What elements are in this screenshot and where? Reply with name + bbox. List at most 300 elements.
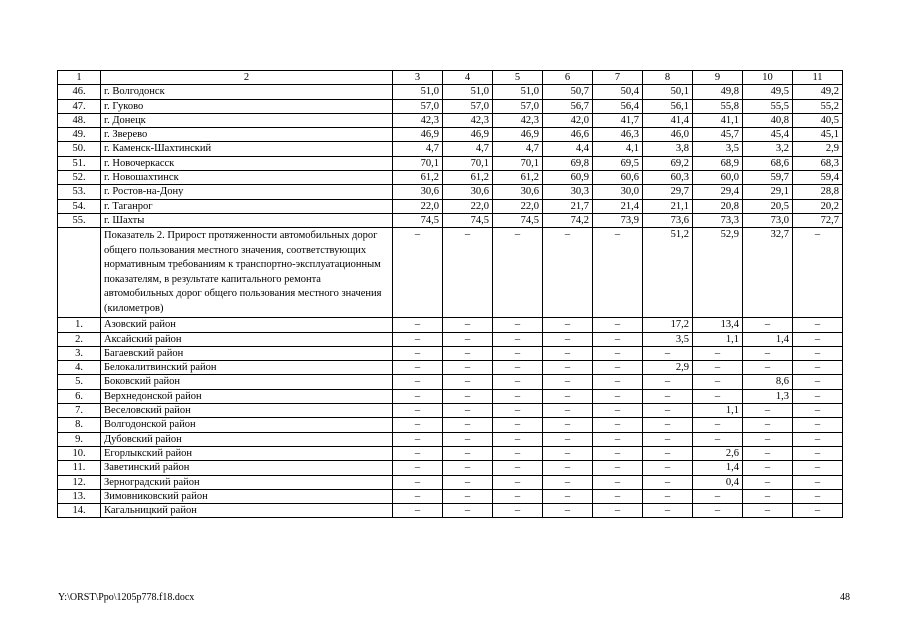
- table-row: [58, 199, 843, 213]
- value-cell: –: [393, 432, 443, 446]
- value-cell: –: [643, 389, 693, 403]
- table-row: [58, 418, 843, 432]
- value-cell: –: [493, 389, 543, 403]
- row-name: г. Каменск-Шахтинский: [101, 142, 393, 156]
- row-name: Заветинский район: [101, 461, 393, 475]
- value-cell: –: [393, 475, 443, 489]
- row-number: 14.: [58, 504, 101, 518]
- value-cell: 20,5: [743, 199, 793, 213]
- table-row: [58, 99, 843, 113]
- value-cell: –: [593, 389, 643, 403]
- value-cell: 3,2: [743, 142, 793, 156]
- value-cell: 22,0: [393, 199, 443, 213]
- value-cell: –: [543, 489, 593, 503]
- value-cell: 70,1: [393, 156, 443, 170]
- value-cell: –: [543, 332, 593, 346]
- value-cell: 20,2: [793, 199, 843, 213]
- value-cell: 30,6: [493, 185, 543, 199]
- row-name: Аксайский район: [101, 332, 393, 346]
- value-cell: 51,0: [393, 85, 443, 99]
- value-cell: 2,9: [793, 142, 843, 156]
- value-cell: –: [443, 461, 493, 475]
- value-cell: –: [743, 404, 793, 418]
- row-number: 53.: [58, 185, 101, 199]
- column-header: 4: [443, 71, 493, 85]
- row-name: г. Донецк: [101, 113, 393, 127]
- value-cell: –: [543, 418, 593, 432]
- row-name: Азовский район: [101, 318, 393, 332]
- row-name: Волгодонской район: [101, 418, 393, 432]
- value-cell: –: [793, 475, 843, 489]
- value-cell: 22,0: [493, 199, 543, 213]
- row-name: г. Таганрог: [101, 199, 393, 213]
- value-cell: –: [693, 418, 743, 432]
- value-cell: 68,9: [693, 156, 743, 170]
- value-cell: –: [793, 404, 843, 418]
- table-row: [58, 185, 843, 199]
- value-cell: 69,5: [593, 156, 643, 170]
- value-cell: 61,2: [443, 171, 493, 185]
- value-cell: –: [443, 404, 493, 418]
- value-cell: –: [443, 418, 493, 432]
- table-row: [58, 404, 843, 418]
- value-cell: –: [543, 446, 593, 460]
- value-cell: –: [393, 228, 443, 318]
- value-cell: –: [493, 346, 543, 360]
- value-cell: –: [393, 346, 443, 360]
- column-header: 8: [643, 71, 693, 85]
- value-cell: 29,4: [693, 185, 743, 199]
- value-cell: 49,8: [693, 85, 743, 99]
- row-name: г. Гуково: [101, 99, 393, 113]
- value-cell: –: [743, 418, 793, 432]
- row-number: 55.: [58, 213, 101, 227]
- row-name: Боковский район: [101, 375, 393, 389]
- value-cell: –: [443, 504, 493, 518]
- table-row: [58, 332, 843, 346]
- value-cell: –: [743, 361, 793, 375]
- value-cell: –: [393, 489, 443, 503]
- value-cell: 46,9: [443, 128, 493, 142]
- table-row: [58, 446, 843, 460]
- value-cell: –: [743, 475, 793, 489]
- value-cell: –: [543, 318, 593, 332]
- value-cell: –: [543, 475, 593, 489]
- value-cell: –: [543, 461, 593, 475]
- value-cell: –: [793, 432, 843, 446]
- value-cell: 57,0: [393, 99, 443, 113]
- value-cell: –: [743, 489, 793, 503]
- row-number: [58, 228, 101, 318]
- value-cell: 4,4: [543, 142, 593, 156]
- value-cell: 51,0: [443, 85, 493, 99]
- value-cell: –: [493, 461, 543, 475]
- value-cell: –: [793, 361, 843, 375]
- value-cell: –: [443, 489, 493, 503]
- value-cell: –: [493, 228, 543, 318]
- value-cell: 3,5: [643, 332, 693, 346]
- value-cell: 74,2: [543, 213, 593, 227]
- value-cell: –: [643, 461, 693, 475]
- value-cell: 68,6: [743, 156, 793, 170]
- value-cell: –: [593, 432, 643, 446]
- table-row: [58, 128, 843, 142]
- row-name: Багаевский район: [101, 346, 393, 360]
- value-cell: 21,4: [593, 199, 643, 213]
- table-row: [58, 361, 843, 375]
- row-number: 10.: [58, 446, 101, 460]
- value-cell: 30,6: [443, 185, 493, 199]
- value-cell: –: [593, 418, 643, 432]
- value-cell: –: [493, 418, 543, 432]
- value-cell: 57,0: [443, 99, 493, 113]
- value-cell: –: [693, 375, 743, 389]
- value-cell: –: [643, 418, 693, 432]
- value-cell: 30,3: [543, 185, 593, 199]
- value-cell: –: [543, 228, 593, 318]
- value-cell: 8,6: [743, 375, 793, 389]
- value-cell: 69,2: [643, 156, 693, 170]
- indicator-title: Показатель 2. Прирост протяженности автомобильных дорог общего пользования местного значения, соответствующих нормативным требованиям к транспортно-эксплуатационным показателям, в результате капитального ремонта автомобильных дорог общего пользования местного значения (километров): [101, 228, 393, 318]
- value-cell: 52,9: [693, 228, 743, 318]
- value-cell: –: [743, 504, 793, 518]
- value-cell: 51,2: [643, 228, 693, 318]
- value-cell: –: [643, 346, 693, 360]
- value-cell: 56,4: [593, 99, 643, 113]
- value-cell: –: [443, 318, 493, 332]
- value-cell: –: [793, 418, 843, 432]
- row-number: 11.: [58, 461, 101, 475]
- value-cell: 56,1: [643, 99, 693, 113]
- row-number: 54.: [58, 199, 101, 213]
- value-cell: –: [693, 389, 743, 403]
- row-name: г. Зверево: [101, 128, 393, 142]
- value-cell: –: [593, 332, 643, 346]
- value-cell: –: [693, 504, 743, 518]
- row-name: Веселовский район: [101, 404, 393, 418]
- value-cell: 42,3: [493, 113, 543, 127]
- value-cell: 30,6: [393, 185, 443, 199]
- value-cell: 17,2: [643, 318, 693, 332]
- value-cell: –: [593, 504, 643, 518]
- value-cell: –: [793, 461, 843, 475]
- indicator-row: [58, 228, 843, 318]
- value-cell: –: [643, 504, 693, 518]
- value-cell: –: [593, 228, 643, 318]
- value-cell: 3,5: [693, 142, 743, 156]
- value-cell: –: [543, 404, 593, 418]
- table-row: [58, 142, 843, 156]
- value-cell: –: [543, 432, 593, 446]
- value-cell: –: [543, 346, 593, 360]
- row-name: Зимовниковский район: [101, 489, 393, 503]
- value-cell: 1,4: [693, 461, 743, 475]
- table-row: [58, 432, 843, 446]
- value-cell: 68,3: [793, 156, 843, 170]
- value-cell: –: [793, 346, 843, 360]
- value-cell: 40,5: [793, 113, 843, 127]
- column-header: 7: [593, 71, 643, 85]
- value-cell: 61,2: [393, 171, 443, 185]
- value-cell: 4,1: [593, 142, 643, 156]
- value-cell: –: [743, 432, 793, 446]
- value-cell: –: [793, 375, 843, 389]
- value-cell: –: [593, 475, 643, 489]
- value-cell: 4,7: [443, 142, 493, 156]
- row-number: 1.: [58, 318, 101, 332]
- row-name: г. Шахты: [101, 213, 393, 227]
- value-cell: 4,7: [493, 142, 543, 156]
- row-name: Кагальницкий район: [101, 504, 393, 518]
- value-cell: –: [493, 375, 543, 389]
- row-number: 51.: [58, 156, 101, 170]
- value-cell: –: [793, 489, 843, 503]
- page-number: 48: [840, 592, 850, 603]
- row-number: 2.: [58, 332, 101, 346]
- value-cell: –: [443, 389, 493, 403]
- value-cell: 70,1: [493, 156, 543, 170]
- value-cell: –: [793, 318, 843, 332]
- table-row: [58, 85, 843, 99]
- value-cell: 1,1: [693, 404, 743, 418]
- value-cell: 40,8: [743, 113, 793, 127]
- value-cell: –: [643, 489, 693, 503]
- value-cell: –: [743, 346, 793, 360]
- value-cell: 45,7: [693, 128, 743, 142]
- value-cell: –: [393, 389, 443, 403]
- value-cell: 42,0: [543, 113, 593, 127]
- table-row: [58, 156, 843, 170]
- value-cell: –: [643, 432, 693, 446]
- table-row: [58, 489, 843, 503]
- value-cell: 50,4: [593, 85, 643, 99]
- value-cell: –: [443, 475, 493, 489]
- value-cell: –: [743, 318, 793, 332]
- value-cell: –: [393, 361, 443, 375]
- value-cell: 29,1: [743, 185, 793, 199]
- value-cell: –: [643, 404, 693, 418]
- value-cell: –: [443, 228, 493, 318]
- row-name: г. Ростов-на-Дону: [101, 185, 393, 199]
- row-name: Зерноградский район: [101, 475, 393, 489]
- value-cell: –: [443, 332, 493, 346]
- row-name: Егорлыкский район: [101, 446, 393, 460]
- value-cell: –: [643, 446, 693, 460]
- value-cell: 1,4: [743, 332, 793, 346]
- row-name: г. Новошахтинск: [101, 171, 393, 185]
- value-cell: –: [493, 475, 543, 489]
- value-cell: 41,1: [693, 113, 743, 127]
- value-cell: 4,7: [393, 142, 443, 156]
- value-cell: –: [393, 446, 443, 460]
- value-cell: –: [743, 461, 793, 475]
- value-cell: 46,0: [643, 128, 693, 142]
- value-cell: 70,1: [443, 156, 493, 170]
- value-cell: 46,9: [393, 128, 443, 142]
- value-cell: –: [543, 375, 593, 389]
- value-cell: 2,9: [643, 361, 693, 375]
- value-cell: 28,8: [793, 185, 843, 199]
- value-cell: 50,7: [543, 85, 593, 99]
- value-cell: –: [443, 432, 493, 446]
- value-cell: 59,4: [793, 171, 843, 185]
- column-header: 11: [793, 71, 843, 85]
- value-cell: –: [693, 361, 743, 375]
- value-cell: –: [793, 332, 843, 346]
- value-cell: 21,7: [543, 199, 593, 213]
- value-cell: 59,7: [743, 171, 793, 185]
- value-cell: –: [593, 489, 643, 503]
- row-name: Верхнедонской район: [101, 389, 393, 403]
- value-cell: 73,0: [743, 213, 793, 227]
- value-cell: –: [743, 446, 793, 460]
- value-cell: –: [443, 446, 493, 460]
- header-row: [58, 71, 843, 85]
- value-cell: 50,1: [643, 85, 693, 99]
- row-number: 7.: [58, 404, 101, 418]
- row-number: 47.: [58, 99, 101, 113]
- value-cell: –: [543, 504, 593, 518]
- table-row: [58, 475, 843, 489]
- value-cell: –: [693, 346, 743, 360]
- value-cell: –: [443, 346, 493, 360]
- value-cell: –: [593, 375, 643, 389]
- value-cell: 46,3: [593, 128, 643, 142]
- value-cell: –: [493, 318, 543, 332]
- column-header: 3: [393, 71, 443, 85]
- column-header: 9: [693, 71, 743, 85]
- value-cell: 74,5: [493, 213, 543, 227]
- value-cell: –: [793, 228, 843, 318]
- column-header: 10: [743, 71, 793, 85]
- value-cell: 55,5: [743, 99, 793, 113]
- value-cell: 22,0: [443, 199, 493, 213]
- value-cell: –: [593, 318, 643, 332]
- value-cell: –: [593, 461, 643, 475]
- value-cell: –: [443, 375, 493, 389]
- value-cell: –: [643, 375, 693, 389]
- value-cell: –: [493, 361, 543, 375]
- value-cell: 49,5: [743, 85, 793, 99]
- footer-file-path: Y:\ORST\Ppo\1205p778.f18.docx: [58, 592, 195, 603]
- row-number: 6.: [58, 389, 101, 403]
- value-cell: –: [393, 332, 443, 346]
- value-cell: 20,8: [693, 199, 743, 213]
- table-body: [58, 71, 843, 518]
- value-cell: 73,9: [593, 213, 643, 227]
- value-cell: –: [543, 361, 593, 375]
- value-cell: 60,3: [643, 171, 693, 185]
- value-cell: –: [393, 404, 443, 418]
- value-cell: –: [493, 404, 543, 418]
- row-name: г. Новочеркасск: [101, 156, 393, 170]
- value-cell: 46,9: [493, 128, 543, 142]
- value-cell: –: [793, 504, 843, 518]
- column-header: 5: [493, 71, 543, 85]
- table-row: [58, 461, 843, 475]
- value-cell: 49,2: [793, 85, 843, 99]
- value-cell: 1,1: [693, 332, 743, 346]
- row-number: 52.: [58, 171, 101, 185]
- value-cell: 45,1: [793, 128, 843, 142]
- value-cell: 73,6: [643, 213, 693, 227]
- value-cell: 60,0: [693, 171, 743, 185]
- column-header: 2: [101, 71, 393, 85]
- value-cell: 51,0: [493, 85, 543, 99]
- value-cell: 74,5: [443, 213, 493, 227]
- value-cell: –: [393, 418, 443, 432]
- data-table: [57, 70, 843, 518]
- row-number: 46.: [58, 85, 101, 99]
- value-cell: 3,8: [643, 142, 693, 156]
- value-cell: 42,3: [393, 113, 443, 127]
- table-row: [58, 171, 843, 185]
- value-cell: 32,7: [743, 228, 793, 318]
- table-row: [58, 113, 843, 127]
- value-cell: –: [393, 318, 443, 332]
- value-cell: 1,3: [743, 389, 793, 403]
- value-cell: 56,7: [543, 99, 593, 113]
- value-cell: –: [443, 361, 493, 375]
- row-name: Дубовский район: [101, 432, 393, 446]
- value-cell: –: [393, 461, 443, 475]
- value-cell: –: [693, 432, 743, 446]
- table-row: [58, 346, 843, 360]
- value-cell: 74,5: [393, 213, 443, 227]
- value-cell: –: [593, 446, 643, 460]
- row-number: 48.: [58, 113, 101, 127]
- value-cell: –: [593, 346, 643, 360]
- row-name: Белокалитвинский район: [101, 361, 393, 375]
- value-cell: 60,9: [543, 171, 593, 185]
- row-number: 13.: [58, 489, 101, 503]
- value-cell: –: [543, 389, 593, 403]
- table-row: [58, 389, 843, 403]
- value-cell: 72,7: [793, 213, 843, 227]
- row-name: г. Волгодонск: [101, 85, 393, 99]
- value-cell: 55,8: [693, 99, 743, 113]
- value-cell: 46,6: [543, 128, 593, 142]
- row-number: 3.: [58, 346, 101, 360]
- value-cell: –: [693, 489, 743, 503]
- value-cell: –: [793, 389, 843, 403]
- table-row: [58, 318, 843, 332]
- table-row: [58, 213, 843, 227]
- value-cell: –: [493, 446, 543, 460]
- value-cell: –: [593, 361, 643, 375]
- value-cell: –: [493, 489, 543, 503]
- value-cell: 61,2: [493, 171, 543, 185]
- table-row: [58, 504, 843, 518]
- column-header: 1: [58, 71, 101, 85]
- value-cell: 13,4: [693, 318, 743, 332]
- row-number: 8.: [58, 418, 101, 432]
- value-cell: 73,3: [693, 213, 743, 227]
- value-cell: 29,7: [643, 185, 693, 199]
- row-number: 4.: [58, 361, 101, 375]
- value-cell: –: [643, 475, 693, 489]
- column-header: 6: [543, 71, 593, 85]
- row-number: 49.: [58, 128, 101, 142]
- row-number: 12.: [58, 475, 101, 489]
- value-cell: 42,3: [443, 113, 493, 127]
- value-cell: 45,4: [743, 128, 793, 142]
- row-number: 5.: [58, 375, 101, 389]
- value-cell: –: [393, 375, 443, 389]
- value-cell: 0,4: [693, 475, 743, 489]
- value-cell: –: [593, 404, 643, 418]
- value-cell: 69,8: [543, 156, 593, 170]
